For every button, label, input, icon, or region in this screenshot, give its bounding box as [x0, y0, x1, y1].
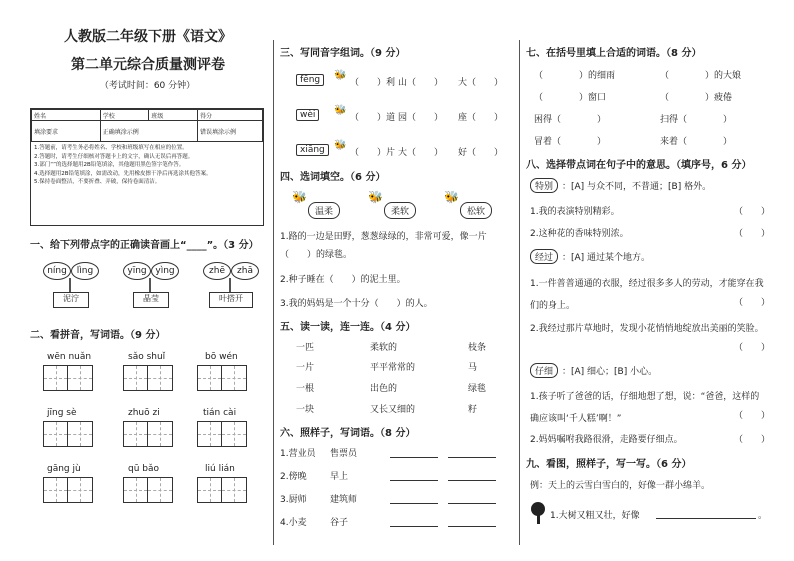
q1-pinyin[interactable]: lìng	[71, 262, 99, 280]
info-wrong-example: 错误填涂示例	[198, 121, 263, 142]
info-school: 学校	[100, 110, 149, 121]
q2-pinyin: wēn nuǎn	[47, 352, 92, 362]
q1-pinyin[interactable]: níng	[43, 262, 71, 280]
q1-word: 叶搭开	[209, 292, 253, 308]
q8-answer-paren[interactable]: （ ）	[734, 207, 771, 217]
bee-icon: 🐝	[368, 190, 383, 204]
exam-time: （考试时间：60 分钟）	[99, 81, 196, 91]
q3-pinyin-box: xiāng	[296, 144, 329, 156]
q5-middle: 平平常常的	[370, 363, 416, 373]
q5-right: 马	[468, 363, 478, 373]
column-3	[526, 0, 776, 561]
q2-pinyin: qū bǎo	[128, 464, 160, 474]
q8-sentence: 2.这种花的香味特别浓。	[530, 229, 629, 239]
q3-blank[interactable]: 园（ ）	[398, 113, 444, 123]
q2-pinyin: liú lián	[205, 464, 235, 474]
q8-answer-paren[interactable]: （ ）	[734, 229, 771, 239]
page-title: 人教版二年级下册《语文》	[64, 29, 232, 45]
column-2	[278, 0, 514, 561]
q1-word: 泥泞	[53, 292, 89, 308]
q7-blank[interactable]: 困得（ ）	[534, 115, 607, 125]
q2-pinyin: tián cài	[203, 408, 237, 418]
flower-stem	[149, 278, 151, 292]
column-divider	[519, 40, 520, 545]
q6-word-a: 2.傍晚	[280, 472, 307, 482]
q6-answer-line[interactable]	[390, 526, 438, 527]
q6-answer-line[interactable]	[390, 457, 438, 458]
q2-pinyin: zhuō zi	[128, 408, 160, 418]
q8-sentence: 2.妈妈嘱咐我路很滑，走路要仔细点。	[530, 435, 683, 445]
q5-right: 绿毯	[468, 384, 487, 394]
q7-blank[interactable]: 冒着（ ）	[534, 137, 607, 147]
q2-pinyin: sǎo shuǐ	[128, 352, 166, 362]
q6-answer-line[interactable]	[448, 526, 496, 527]
info-table	[30, 108, 264, 226]
q2-writing-grid[interactable]	[197, 477, 247, 503]
info-name: 姓名	[32, 110, 101, 121]
q2-writing-grid[interactable]	[123, 477, 173, 503]
q3-title: 三、写同音字组词。（9 分）	[280, 48, 406, 59]
q3-blank[interactable]: 山（ ）	[398, 78, 444, 88]
flower-stem	[229, 278, 231, 292]
q7-blank[interactable]: 扫得（ ）	[660, 115, 733, 125]
q1-flower-1	[43, 262, 103, 312]
q4-sentence: 1.路的一边是田野，葱葱绿绿的，非常可爱，像一片（ ）的绿毯。	[280, 232, 487, 260]
info-score: 得分	[198, 110, 263, 121]
q7-title: 七、在括号里填上合适的词语。（8 分）	[526, 48, 702, 59]
q4-sentence: 2.种子睡在（ ）的泥土里。	[280, 275, 406, 285]
q3-blank[interactable]: 大（ ）	[458, 78, 504, 88]
note-line: 5.保持卷面整洁，不要折叠、弄破，保持卷面清洁。	[34, 179, 161, 185]
q6-word-b: 售票员	[330, 449, 358, 459]
bee-icon: 🐝	[334, 70, 347, 81]
q6-word-a: 1.营业员	[280, 449, 316, 459]
q3-blank[interactable]: 大（ ）	[398, 148, 444, 158]
q8-sentence: 1.一件普普通通的衣服，经过很多多人的劳动，才能穿在我们的身上。	[530, 279, 764, 311]
info-class: 班级	[149, 110, 198, 121]
q5-middle: 出色的	[370, 384, 398, 394]
q9-answer-line[interactable]	[656, 518, 756, 519]
column-divider	[273, 40, 274, 545]
q5-title: 五、读一读，连一连。（4 分）	[280, 322, 416, 333]
q7-blank[interactable]: 来着（ ）	[660, 137, 733, 147]
q6-word-a: 3.厨师	[280, 495, 307, 505]
note-line: 3.部门“”的选择题用2B铅笔填涂，其他题用黑色签字笔作答。	[34, 162, 185, 168]
q5-right: 籽	[468, 405, 478, 415]
q5-left: 一块	[296, 405, 315, 415]
q7-blank[interactable]: （ ）疲倦	[660, 93, 733, 103]
q6-answer-line[interactable]	[448, 457, 496, 458]
q8-sentence: 1.孩子听了爸爸的话，仔细地想了想，说：“爸爸，这样的确应该叫‘千人糕’啊！”	[530, 392, 760, 424]
q5-middle: 柔软的	[370, 343, 398, 353]
page-subtitle: 第二单元综合质量测评卷	[71, 57, 225, 73]
q5-left: 一匹	[296, 343, 315, 353]
q8-keyword: 经过	[530, 249, 558, 264]
note-line: 2.答题时，请考生仔细核对答题卡上的文字，确认无误后再答题。	[34, 153, 194, 160]
q4-title: 四、选词填空。（6 分）	[280, 172, 386, 183]
q3-blank[interactable]: （ ）利	[350, 78, 396, 88]
q9-item: 1.大树又粗又壮，好像	[550, 511, 640, 521]
q2-writing-grid[interactable]	[123, 421, 173, 447]
q8-sentence: 1.我的表演特别精彩。	[530, 207, 620, 217]
q8-answer-paren[interactable]: （ ）	[734, 298, 771, 308]
q8-options: ：[A] 通过某个地方。	[562, 253, 651, 263]
q1-word: 晶莹	[133, 292, 169, 308]
bee-icon: 🐝	[444, 190, 459, 204]
q5-right: 枝条	[468, 343, 487, 353]
tree-icon	[528, 502, 548, 524]
q2-writing-grid[interactable]	[43, 477, 93, 503]
q7-blank[interactable]: （ ）的大娘	[660, 71, 742, 81]
q1-pinyin[interactable]: yīng	[123, 262, 151, 280]
q6-title: 六、照样子，写词语。（8 分）	[280, 428, 416, 439]
q8-keyword: 仔细	[530, 363, 558, 378]
q1-pinyin[interactable]: zhē	[203, 262, 231, 280]
q1-pinyin[interactable]: zhā	[231, 262, 259, 280]
bee-icon: 🐝	[334, 105, 347, 116]
q3-pinyin-box: wèi	[296, 109, 319, 121]
q2-title: 二、看拼音，写词语。（9 分）	[30, 330, 166, 341]
q8-answer-paren[interactable]: （ ）	[734, 435, 771, 445]
q2-pinyin: jīng sè	[47, 408, 77, 418]
q1-flower-2	[123, 262, 183, 312]
note-line: 1.答题前，请考生务必将姓名、学校和班级填写在相应的位置。	[34, 145, 188, 151]
q4-word: 松软	[460, 202, 492, 219]
q6-answer-line[interactable]	[390, 503, 438, 504]
bee-icon: 🐝	[334, 140, 347, 151]
q8-options: ：[A] 细心；[B] 小心。	[562, 367, 658, 377]
q5-left: 一根	[296, 384, 315, 394]
q7-blank[interactable]: （ ）的细雨	[534, 71, 616, 81]
column-1	[25, 0, 270, 561]
q7-blank[interactable]: （ ）窗口	[534, 93, 607, 103]
q4-sentence: 3.我的妈妈是一个十分（ ）的人。	[280, 299, 433, 309]
q2-writing-grid[interactable]	[43, 365, 93, 391]
q2-writing-grid[interactable]	[43, 421, 93, 447]
q6-answer-line[interactable]	[448, 480, 496, 481]
q5-left: 一片	[296, 363, 315, 373]
q2-pinyin: bō wén	[205, 352, 238, 362]
q6-word-b: 早上	[330, 472, 349, 482]
q4-word: 温柔	[308, 202, 340, 219]
q1-flower-3	[203, 262, 263, 312]
q2-writing-grid[interactable]	[123, 365, 173, 391]
q4-word: 柔软	[384, 202, 416, 219]
q8-title: 八、选择带点词在句子中的意思。（填序号，6 分）	[526, 160, 752, 171]
bee-icon: 🐝	[292, 190, 307, 204]
q9-period: 。	[758, 511, 768, 521]
info-correct-example: 正确填涂示例	[100, 121, 197, 142]
q1-pinyin[interactable]: yìng	[151, 262, 179, 280]
note-line: 4.选择题用2B铅笔填涂，如需改动，先用橡皮擦干净后再选涂其他答案。	[34, 170, 212, 177]
q3-blank[interactable]: 好（ ）	[458, 148, 504, 158]
q1-title: 一、给下列带点字的正确读音画上“____”。（3 分）	[30, 240, 259, 251]
q8-answer-paren[interactable]: （ ）	[734, 343, 771, 353]
q8-keyword: 特别	[530, 178, 558, 193]
q6-answer-line[interactable]	[390, 480, 438, 481]
info-fill-req: 填涂要求	[32, 121, 101, 142]
q8-options: ：[A] 与众不同，不普通；[B] 格外。	[562, 182, 712, 192]
q3-blank[interactable]: （ ）片	[350, 148, 396, 158]
q3-blank[interactable]: （ ）道	[350, 113, 396, 123]
q5-middle: 又长又细的	[370, 405, 416, 415]
q6-word-a: 4.小麦	[280, 518, 307, 528]
q3-blank[interactable]: 座（ ）	[458, 113, 504, 123]
q8-answer-paren[interactable]: （ ）	[734, 411, 771, 421]
flower-stem	[69, 278, 71, 292]
q8-sentence: 2.我经过那片草地时，发现小花悄悄地绽放出美丽的笑脸。	[530, 324, 764, 334]
q6-answer-line[interactable]	[448, 503, 496, 504]
info-notes	[31, 142, 263, 189]
q2-pinyin: gāng jù	[47, 464, 81, 474]
q6-word-b: 建筑师	[330, 495, 358, 505]
q9-title: 九、看图，照样子，写一写。（6 分）	[526, 459, 692, 470]
q2-writing-grid[interactable]	[197, 421, 247, 447]
q6-word-b: 谷子	[330, 518, 349, 528]
q2-writing-grid[interactable]	[197, 365, 247, 391]
q3-pinyin-box: fēng	[296, 74, 324, 86]
q9-example: 例：天上的云雪白雪白的，好像一群小绵羊。	[530, 481, 711, 491]
